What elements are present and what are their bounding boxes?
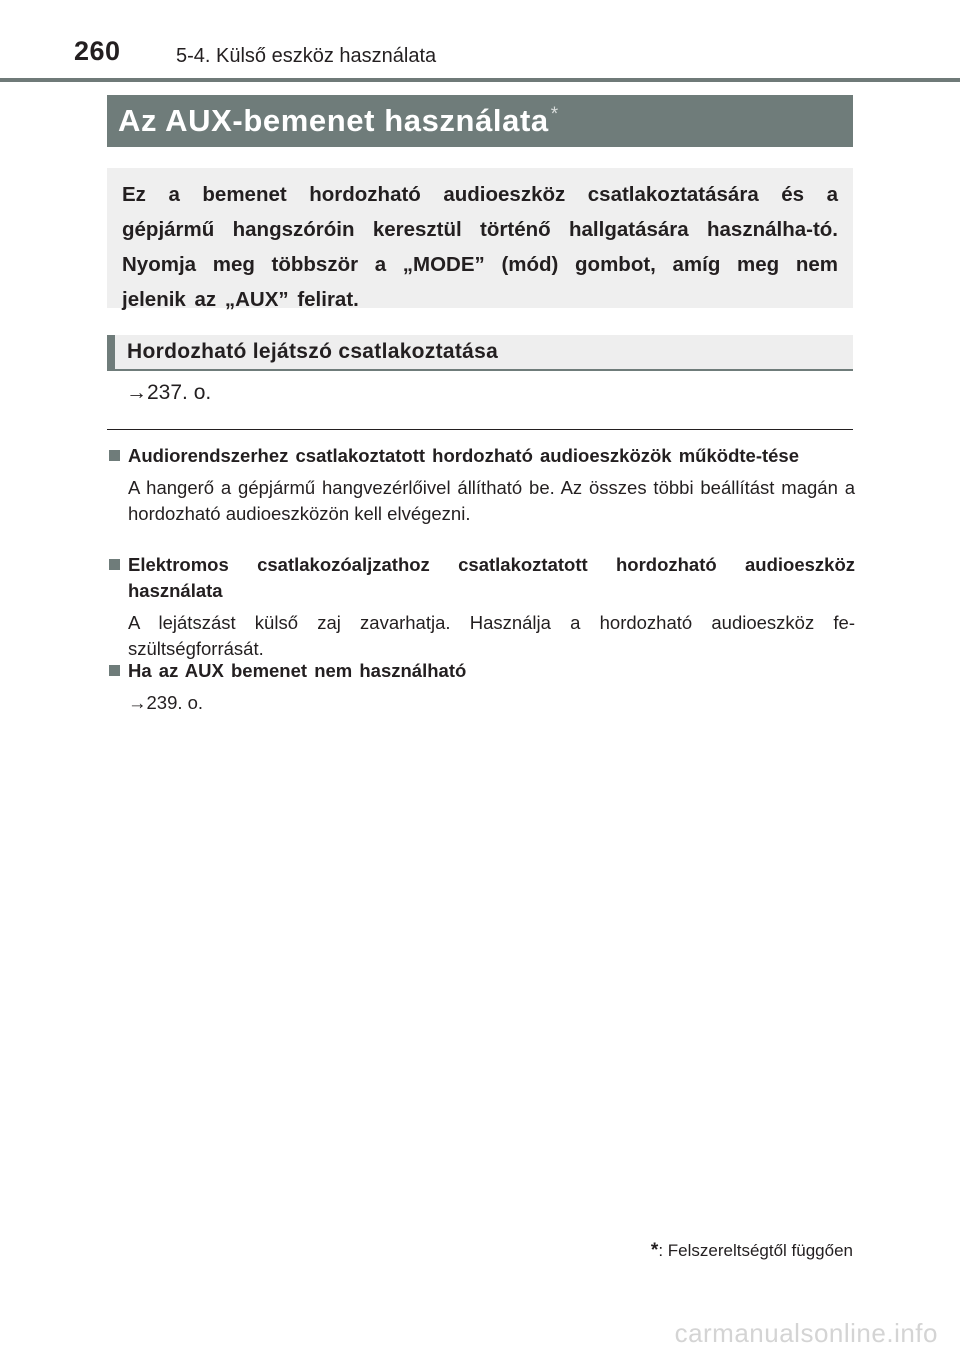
- square-bullet-icon: [109, 559, 120, 570]
- page-number: 260: [74, 36, 121, 66]
- subsection-reference: →237. o.: [126, 381, 212, 404]
- intro-text: Ez a bemenet hordozható audioeszköz csatlakoztatására és a gépjármű hangszóróin keresztül történő hallgatására használha-tó. Nyomja meg többször a „MODE” (mód) gombot, amíg meg nem jelenik az „AUX” felirat.: [122, 183, 838, 311]
- info-item-body: A lejátszást külső zaj zavarhatja. Használja a hordozható audioeszköz fe-szültségforrását.: [128, 612, 855, 659]
- square-bullet-icon: [109, 665, 120, 676]
- info-item-heading-text: Audiorendszerhez csatlakoztatott hordozható audioeszközök működte-tése: [128, 445, 800, 466]
- info-item-heading-text: Elektromos csatlakozóaljzathoz csatlakoztatott hordozható audioeszköz használata: [128, 554, 855, 601]
- footnote-asterisk-icon: *: [650, 1240, 659, 1261]
- divider: [107, 429, 853, 430]
- title-asterisk-icon: *: [550, 103, 559, 125]
- title-bar: [107, 95, 853, 147]
- info-item-body: A hangerő a gépjármű hangvezérlőivel állítható be. Az összes többi beállítást magán a hordozható audioeszközön kell elvégezni.: [128, 477, 855, 524]
- page-title: [118, 103, 559, 139]
- intro-box: [107, 168, 853, 311]
- subsection-title: Hordozható lejátszó csatlakoztatása: [127, 340, 499, 363]
- header-rule: [0, 78, 960, 82]
- info-item-body: →239. o.: [128, 692, 204, 713]
- footnote: [651, 1240, 853, 1262]
- info-item: [107, 658, 855, 716]
- section-label: 5-4. Külső eszköz használata: [176, 45, 437, 67]
- square-bullet-icon: [109, 450, 120, 461]
- info-item: [107, 552, 855, 662]
- info-item: [107, 443, 855, 527]
- info-item-heading-text: Ha az AUX bemenet nem használható: [128, 660, 467, 681]
- page-title-text: Az AUX-bemenet használata: [118, 103, 549, 138]
- info-item-heading: [107, 552, 855, 604]
- footnote-text: : Felszereltségtől függően: [658, 1241, 853, 1260]
- info-item-heading: [107, 443, 855, 469]
- info-item-heading: [107, 658, 855, 684]
- watermark: carmanualsonline.info: [674, 1318, 938, 1348]
- subsection-bar: [107, 335, 853, 371]
